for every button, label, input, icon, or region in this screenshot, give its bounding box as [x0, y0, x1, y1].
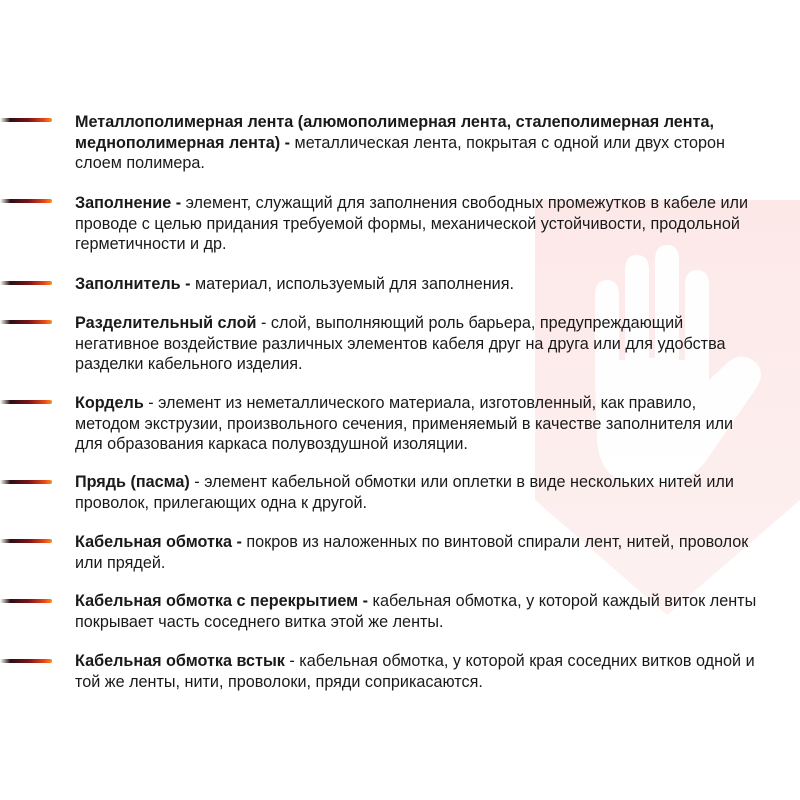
bullet-bar [0, 599, 52, 603]
entry-definition: металлическая лента, покрытая с одной или двух сторон слоем полимера. [75, 133, 725, 172]
entry-definition: материал, используемый для заполнения. [190, 275, 514, 293]
bullet-bar [0, 281, 52, 285]
entry-text [75, 193, 765, 255]
entry-text [75, 112, 765, 174]
entry-text [75, 313, 765, 375]
bullet-bar [0, 539, 52, 543]
entry-text [75, 532, 765, 573]
bullet-bar [0, 118, 52, 122]
entry-term: Прядь (пасма) [75, 473, 190, 491]
bullet-bar [0, 400, 52, 404]
entry-text [75, 591, 765, 632]
entry-term: Заполнитель - [75, 275, 191, 293]
entry-term: Кабельная обмотка - [75, 533, 242, 551]
entry-definition: - слой, выполняющий роль барьера, предупреждающий негативное воздействие различных элементов кабеля друг на друга или для удобства разделки кабельного изделия. [75, 314, 726, 373]
entry-text [75, 651, 765, 692]
entry-text [75, 393, 765, 455]
entry-term: Металлополимерная лента (алюмополимерная лента, сталеполимерная лента, меднополимерная лента) - [75, 113, 714, 152]
entry-definition: - кабельная обмотка, у которой края соседних витков одной и той же ленты, нити, проволоки, пряди соприкасаются. [75, 652, 755, 691]
bullet-bar [0, 480, 52, 484]
entry-term: Кордель [75, 394, 144, 412]
entry-term: Разделительный слой [75, 314, 257, 332]
entry-text [75, 274, 765, 295]
entry-text [75, 472, 765, 513]
entry-term: Кабельная обмотка встык [75, 652, 285, 670]
entry-term: Кабельная обмотка с перекрытием - [75, 592, 369, 610]
bullet-bar [0, 199, 52, 203]
entry-term: Заполнение - [75, 194, 182, 212]
entry-definition: - элемент из неметаллического материала, изготовленный, как правило, методом экструзии, произвольного сечения, применяемый в качестве заполнителя или для образования каркаса полувоздушной изоляции. [75, 394, 734, 453]
entry-definition: элемент, служащий для заполнения свободных промежутков в кабеле или проводе с целью придания требуемой формы, механической устойчивости, продольной герметичности и др. [75, 194, 749, 253]
entry-definition: кабельная обмотка, у которой каждый виток ленты покрывает часть соседнего витка этой же ленты. [75, 592, 757, 631]
bullet-bar [0, 320, 52, 324]
bullet-bar [0, 659, 52, 663]
entry-definition: - элемент кабельной обмотки или оплетки в виде нескольких нитей или проволок, прилегающих одна к другой. [75, 473, 734, 512]
entry-definition: покров из наложенных по винтовой спирали лент, нитей, проволок или прядей. [75, 533, 749, 572]
